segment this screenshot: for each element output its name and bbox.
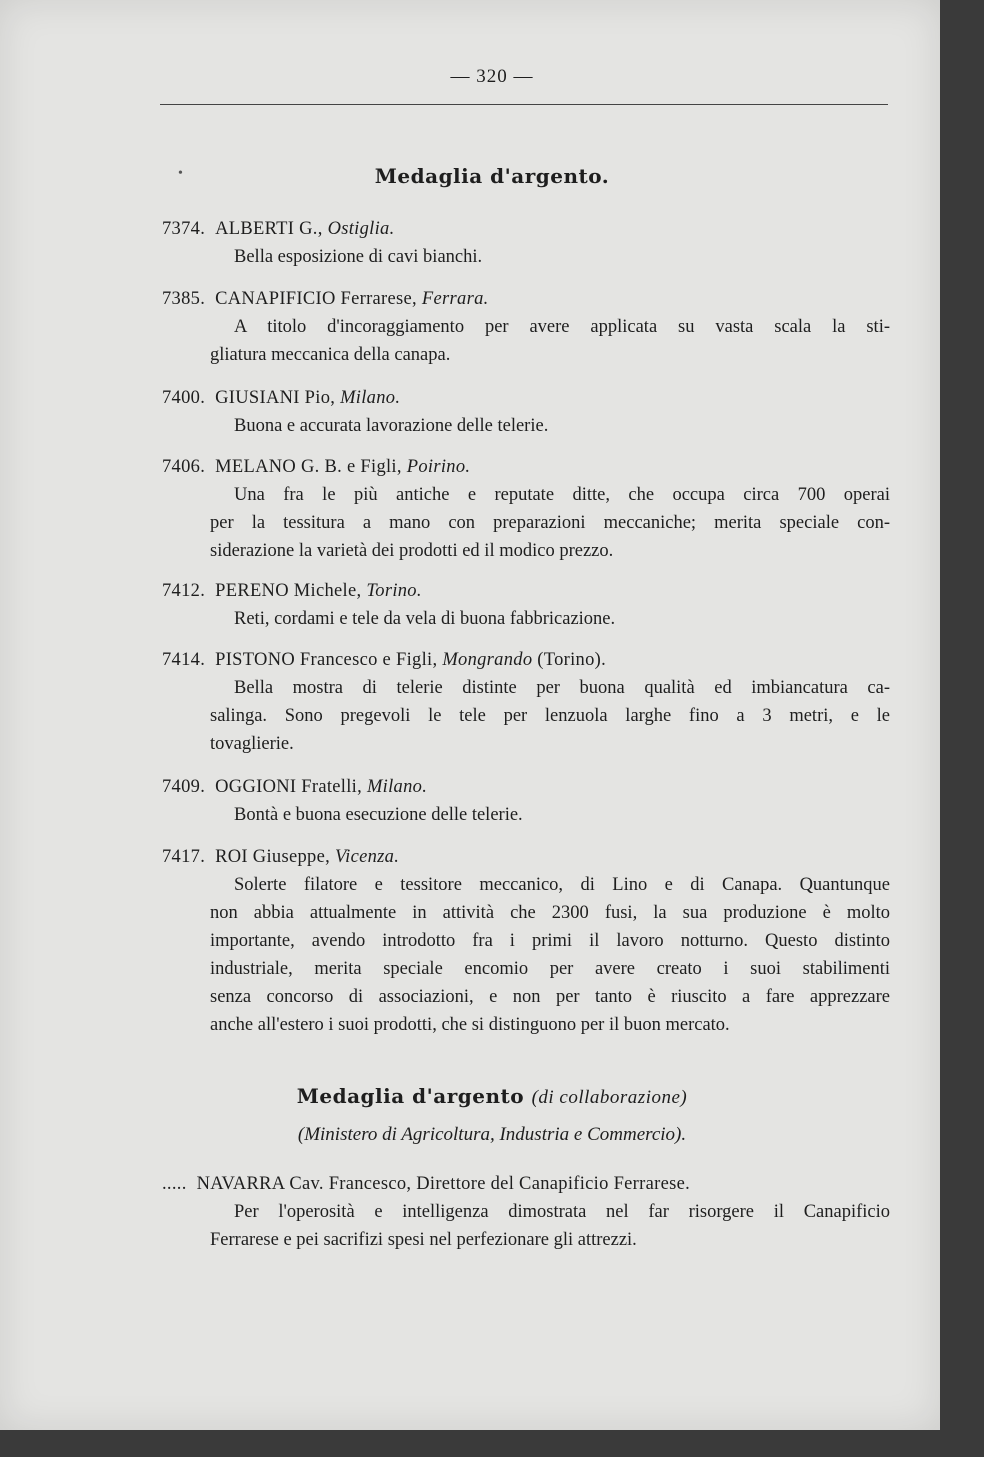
entry-title [162,646,890,674]
desc-line: Solerte filatore e tessitore meccanico, di Lino e di Canapa. Quantunque [234,875,890,895]
desc-line: industriale, merita speciale encomio per avere creato i suoi stabilimenti [210,959,890,979]
entry-number: 7400. [162,388,206,408]
entry-number: ..... [162,1174,187,1194]
page-number: — 320 — [450,66,534,87]
desc-line: Per l'operosità e intelligenza dimostrata nel far risorgere il Canapificio [234,1202,890,1222]
entry-city: Ostiglia. [327,219,395,239]
entry-name: PISTONO Francesco e Figli, [215,650,443,670]
entry-name: ROI Giuseppe, [215,847,335,867]
entry-city: Mongrando [442,650,533,670]
entry-number: 7385. [162,289,206,309]
entry-description [162,243,890,271]
entry-description [162,313,890,369]
entry-city: Torino. [366,581,422,601]
entry-description [162,801,890,829]
desc-line: salinga. Sono pregevoli le tele per lenzuola larghe fino a 3 metri, e le [210,706,890,726]
desc-line: Bella esposizione di cavi bianchi. [234,247,483,267]
entry [162,384,890,440]
entry-city: Milano. [340,388,401,408]
entry-number: 7412. [162,581,206,601]
entry-city: Vicenza. [334,847,400,867]
entry-title [162,577,890,605]
entry [162,453,890,565]
ministry-line [0,1124,984,1146]
desc-line: senza concorso di associazioni, e non per tanto è riuscito a fare apprezzare [210,987,890,1007]
entry-name: PERENO Michele, [215,581,367,601]
desc-line: Reti, cordami e tele da vela di buona fabbricazione. [234,609,616,629]
desc-line: non abbia attualmente in attività che 2300 fusi, la sua produzione è molto [210,903,890,923]
entry-number: 7374. [162,219,206,239]
entry [162,843,890,1039]
entry-title [162,285,890,313]
entry-title [162,773,890,801]
entry-number: 7417. [162,847,206,867]
entry-title [162,215,890,243]
entry-name: CANAPIFICIO Ferrarese, [215,289,422,309]
desc-line: anche all'estero i suoi prodotti, che si distinguono per il buon mercato. [210,1015,730,1035]
desc-line: siderazione la varietà dei prodotti ed il modico prezzo. [210,541,614,561]
desc-line: Buona e accurata lavorazione delle telerie. [234,416,549,436]
margin-mark: • [178,166,183,181]
entry-name: GIUSIANI Pio, [215,388,341,408]
desc-line: Ferrarese e pei sacrifizi spesi nel perfezionare gli attrezzi. [210,1230,637,1250]
entry-name: OGGIONI Fratelli, [215,777,367,797]
entry-city: Poirino. [406,457,471,477]
entry-name: NAVARRA Cav. Francesco, Direttore del Canapificio Ferrarese. [196,1174,691,1194]
entry-title [162,453,890,481]
entry-title [162,843,890,871]
entry-city: Milano. [366,777,428,797]
desc-line: per la tessitura a mano con preparazioni meccaniche; merita speciale con- [210,513,890,533]
desc-line: importante, avendo introdotto fra i primi il lavoro notturno. Questo distinto [210,931,890,951]
header-rule [160,104,888,105]
entry [162,577,890,633]
desc-line: tovaglierie. [210,734,294,754]
entry-name: ALBERTI G., [215,219,328,239]
desc-line: A titolo d'incoraggiamento per avere applicata su vasta scala la sti- [234,317,890,337]
entry-description [162,871,890,1039]
final-entry [162,1170,890,1254]
desc-line: Bontà e buona esecuzione delle telerie. [234,805,523,825]
entry [162,285,890,369]
entry-description [162,674,890,758]
entry [162,215,890,271]
section-heading-medaglia-argento: Medaglia d'argento. [374,164,610,188]
heading-sub: (di collaborazione) [531,1087,688,1108]
final-entry-desc [162,1198,890,1254]
entry [162,646,890,758]
entry-city: Ferrara. [421,289,489,309]
entry-number: 7406. [162,457,206,477]
entry-number: 7414. [162,650,206,670]
entry-description [162,605,890,633]
section-heading-collaborazione [0,1084,984,1109]
ministry-text: (Ministero di Agricoltura, Industria e Commercio). [297,1124,687,1145]
desc-line: gliatura meccanica della canapa. [210,345,451,365]
entry-title [162,384,890,412]
final-entry-title [162,1170,890,1198]
desc-line: Bella mostra di telerie distinte per buona qualità ed imbiancatura ca- [234,678,890,698]
entry-number: 7409. [162,777,206,797]
entry-description [162,481,890,565]
entry-region: (Torino). [532,650,607,670]
entry [162,773,890,829]
entry-name: MELANO G. B. e Figli, [215,457,407,477]
heading-main: Medaglia d'argento [296,1084,525,1108]
desc-line: Una fra le più antiche e reputate ditte, che occupa circa 700 operai [234,485,890,505]
entry-description [162,412,890,440]
